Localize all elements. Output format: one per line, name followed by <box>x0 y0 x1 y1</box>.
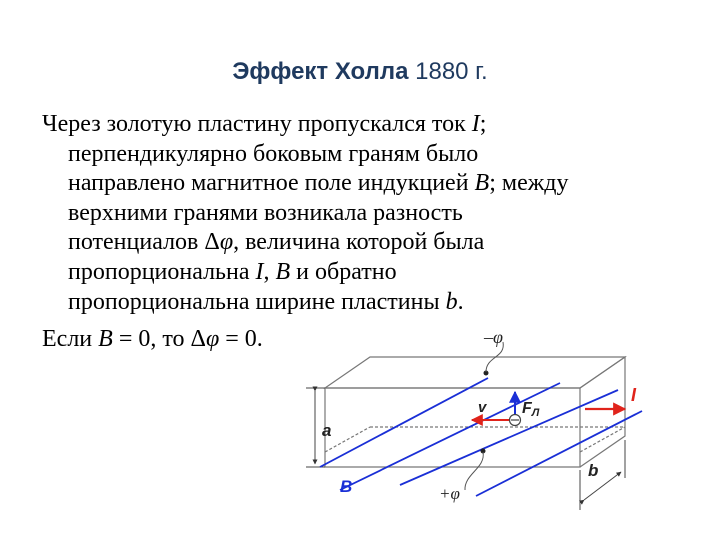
delta-symbol: Δ <box>190 326 206 352</box>
electrode-bottom-wire <box>465 452 483 490</box>
var-phi: φ <box>205 326 220 352</box>
var-B: B <box>275 258 291 285</box>
field-line <box>320 378 488 467</box>
delta-symbol: Δ <box>204 229 220 256</box>
label-B: B <box>340 477 353 496</box>
text: и обратно <box>290 258 397 285</box>
title-main: Эффект Холла <box>232 58 409 85</box>
text: пропорциональна <box>68 258 256 285</box>
label-minus-phi: –φ <box>484 327 503 347</box>
var-I: I <box>471 111 480 137</box>
para-line-4: верхними гранями возникала разность <box>68 199 463 226</box>
text: ; между <box>489 170 569 197</box>
var-B: B <box>474 170 490 197</box>
text: Если <box>42 326 99 352</box>
var-phi: φ <box>219 229 234 256</box>
text: , <box>263 258 276 285</box>
label-b: b <box>588 461 599 480</box>
dimension-b <box>580 440 625 510</box>
label-a: a <box>322 421 332 440</box>
var-b: b <box>445 288 458 315</box>
para-line-2: перпендикулярно боковым граням было <box>68 140 479 167</box>
text: пропорциональна ширине пластины <box>68 288 446 315</box>
text: ; <box>479 111 487 137</box>
label-I: I <box>631 385 637 405</box>
plate-side-face <box>580 357 625 467</box>
field-line <box>400 390 618 485</box>
text: = 0. <box>219 326 263 352</box>
label-plus-phi: +φ <box>439 484 460 503</box>
text: направлено магнитное поле индукцией <box>68 170 475 197</box>
text: , величина которой была <box>233 229 485 256</box>
title-year: 1880 г. <box>415 58 488 85</box>
text: потенциалов <box>68 229 205 256</box>
text: = 0, то <box>112 326 191 352</box>
field-line <box>476 411 642 496</box>
var-B: B <box>98 326 113 352</box>
label-v: v <box>478 399 487 416</box>
var-I: I <box>255 258 264 285</box>
text: . <box>457 288 464 315</box>
plate-middle-plane <box>325 427 370 452</box>
label-F: FЛ <box>522 400 540 419</box>
plate-top-face <box>325 357 625 388</box>
plate-box <box>325 357 625 467</box>
text: Через золотую пластину пропускался ток <box>42 111 472 137</box>
